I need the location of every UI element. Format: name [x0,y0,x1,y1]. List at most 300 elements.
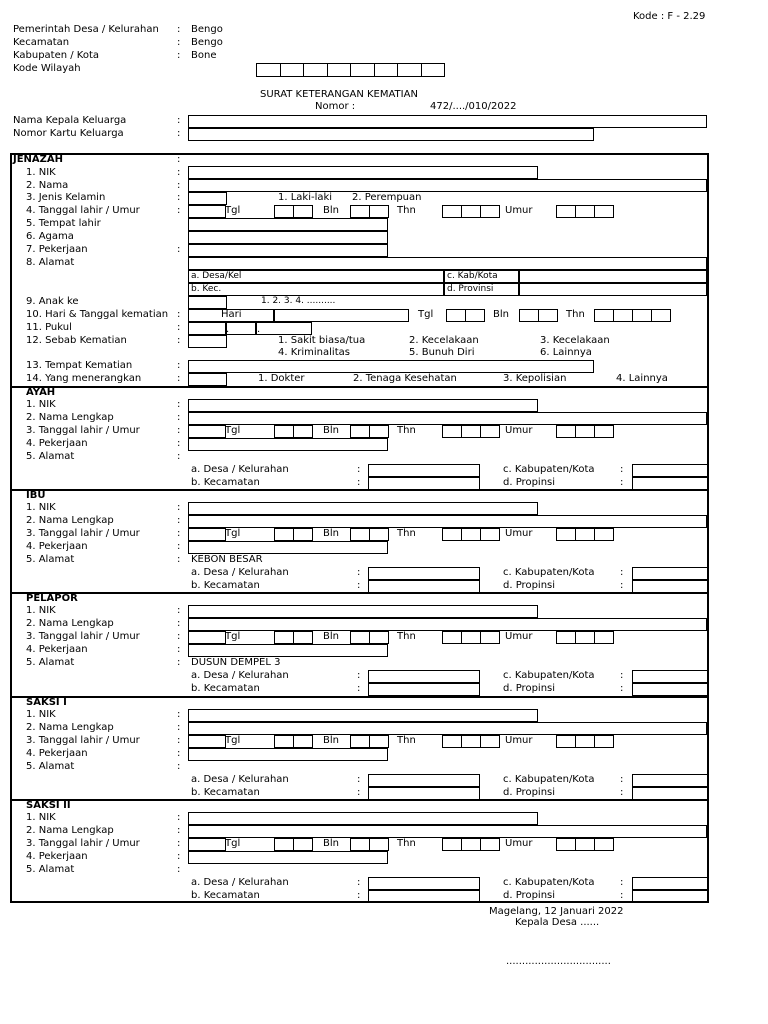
jenazah-umur-cell[interactable] [556,205,576,218]
kode-wilayah-cell[interactable] [280,63,305,77]
desa-value: Bengo [191,24,223,35]
label: Nomor Kartu Keluarga [13,128,124,139]
label: 4. Lainnya [616,373,668,384]
colon: : [177,709,181,720]
colon: : [177,657,181,668]
colon: : [620,877,624,888]
label: b. Kecamatan [191,890,260,901]
colon: : [177,399,181,410]
colon: : [177,425,181,436]
saksi2-umur-cell[interactable] [556,838,576,851]
label: 3. Jenis Kelamin [26,192,106,203]
umur-label: Umur [505,205,533,216]
ayah-umur-cell[interactable] [594,425,614,438]
label: Nama Kepala Keluarga [13,115,127,126]
saksi2-nik-field[interactable] [188,812,538,825]
label: Kabupaten / Kota [13,50,100,61]
umur-label: Umur [505,735,533,746]
label: 5. Bunuh Diri [409,347,475,358]
pelapor-alamat-value: DUSUN DEMPEL 3 [191,657,281,668]
colon: : [177,412,181,423]
nomor-label: Nomor : [315,101,356,112]
section-divider-ayah [10,386,709,388]
colon: : [177,605,181,616]
saksi1-thn-cell[interactable] [461,735,481,748]
saksi2-desa-field[interactable] [368,877,480,890]
kec-value: Bengo [191,37,223,48]
label: 4. Tanggal lahir / Umur [26,205,140,216]
ayah-tgl-cell[interactable] [293,425,313,438]
ayah-bln-cell[interactable] [369,425,389,438]
saksi1-umur-cell[interactable] [556,735,576,748]
saksi1-thn-cell[interactable] [480,735,500,748]
colon: : [177,825,181,836]
label: 2. Kecelakaan [409,335,479,346]
saksi1-umur-cell[interactable] [594,735,614,748]
colon: : [177,644,181,655]
label: 1. NIK [26,502,56,513]
colon: : [177,24,181,35]
label: 4. Pekerjaan [26,851,88,862]
signer-title: Kepala Desa ...... [515,917,600,928]
colon: : [177,554,181,565]
colon: : [620,477,624,488]
label: d. Propinsi [503,787,556,798]
saksi1-tgl-cell[interactable] [274,735,294,748]
saksi2-thn-cell[interactable] [442,838,462,851]
label: 3. Tanggal lahir / Umur [26,631,140,642]
ayah-nik-field[interactable] [188,399,538,412]
jenazah-bln-cell[interactable] [369,205,389,218]
colon: : [177,322,181,333]
section-divider-saksi2 [10,799,709,801]
kematian-thn-cell[interactable] [613,309,633,322]
ibu-nik-field[interactable] [188,502,538,515]
saksi1-kab-field[interactable] [632,774,708,787]
jenazah-thn-cell[interactable] [442,205,462,218]
label: Tgl [418,309,434,320]
saksi1-desa-field[interactable] [368,774,480,787]
label: 2. Nama Lengkap [26,412,114,423]
colon: : [177,761,181,772]
ibu-bln-cell[interactable] [369,528,389,541]
ibu-bln-cell[interactable] [350,528,370,541]
kematian-tgl-cell[interactable] [446,309,466,322]
ibu-alamat-value: KEBON BESAR [191,554,263,565]
jenazah-anak-ke-field[interactable] [188,296,227,309]
ayah-umur-cell[interactable] [575,425,595,438]
tgl-label: Tgl [225,838,241,849]
colon: : [177,335,181,346]
jenazah-menerangkan-field[interactable] [188,373,227,386]
colon: : [177,528,181,539]
kab-value: Bone [191,50,217,61]
colon: : [177,812,181,823]
ayah-kab-field[interactable] [632,464,708,477]
ibu-umur-cell[interactable] [594,528,614,541]
pelapor-desa-field[interactable] [368,670,480,683]
pelapor-kab-field[interactable] [632,670,708,683]
umur-label: Umur [505,631,533,642]
label: c. Kabupaten/Kota [503,670,595,681]
pelapor-tgl-cell[interactable] [274,631,294,644]
ayah-desa-field[interactable] [368,464,480,477]
ibu-desa-field[interactable] [368,567,480,580]
anak-ke-options: 1. 2. 3. 4. .......... [261,296,336,306]
saksi2-tgl-cell[interactable] [274,838,294,851]
saksi2-kec-field[interactable] [368,890,480,903]
kepala-keluarga-field[interactable] [188,115,707,128]
colon: : [620,567,624,578]
label: 1. NIK [26,167,56,178]
label: a. Desa / Kelurahan [191,464,289,475]
jenazah-pekerjaan-field[interactable] [188,244,388,257]
tgl-label: Tgl [225,425,241,436]
pukul-separator: . [226,324,230,335]
colon: : [177,851,181,862]
place-date: Magelang, 12 Januari 2022 [489,906,624,917]
pelapor-bln-cell[interactable] [369,631,389,644]
tgl-label: Tgl [225,631,241,642]
pelapor-thn-cell[interactable] [461,631,481,644]
label: 1. Dokter [258,373,305,384]
saksi1-tgl-lead[interactable] [188,735,226,748]
jenazah-thn-cell[interactable] [461,205,481,218]
saksi2-thn-cell[interactable] [461,838,481,851]
colon: : [177,735,181,746]
colon: : [620,670,624,681]
colon: : [620,774,624,785]
ayah-umur-cell[interactable] [556,425,576,438]
nomor-value: 472/..../010/2022 [430,101,517,112]
label: a. Desa / Kelurahan [191,567,289,578]
jenazah-hari-tgl-extra[interactable] [274,309,409,322]
colon: : [177,167,181,178]
colon: : [357,683,361,694]
kematian-thn-cell[interactable] [651,309,671,322]
colon: : [357,774,361,785]
ibu-tgl-cell[interactable] [274,528,294,541]
ibu-tgl-cell[interactable] [293,528,313,541]
pukul-jam-field[interactable] [188,322,226,335]
jenazah-jk-field[interactable] [188,192,227,205]
bln-label: Bln [323,631,339,642]
ibu-thn-cell[interactable] [461,528,481,541]
label: 7. Pekerjaan [26,244,88,255]
ayah-tgl-cell[interactable] [274,425,294,438]
label: 4. Kriminalitas [278,347,350,358]
label: d. Propinsi [503,477,556,488]
thn-label: Thn [397,205,416,216]
label: c. Kabupaten/Kota [503,774,595,785]
saksi1-umur-cell[interactable] [575,735,595,748]
saksi1-bln-cell[interactable] [369,735,389,748]
ibu-tgl-lead[interactable] [188,528,226,541]
colon: : [177,50,181,61]
ibu-pekerjaan-field[interactable] [188,541,388,554]
kode-wilayah-cell[interactable] [374,63,399,77]
thn-label: Thn [397,838,416,849]
saksi2-kab-field[interactable] [632,877,708,890]
jenazah-umur-cell[interactable] [594,205,614,218]
jenazah-nama-field[interactable] [188,179,707,192]
saksi2-umur-cell[interactable] [594,838,614,851]
ayah-nama-field[interactable] [188,412,707,425]
jenazah-alamat-field[interactable] [188,257,707,270]
label: Kecamatan [13,37,70,48]
jenazah-tgl-cell[interactable] [274,205,294,218]
label: d. Propinsi [503,683,556,694]
saksi1-thn-cell[interactable] [442,735,462,748]
label: 2. Nama Lengkap [26,825,114,836]
label: 3. Tanggal lahir / Umur [26,735,140,746]
label: Kode Wilayah [13,63,81,74]
colon: : [177,631,181,642]
ibu-thn-cell[interactable] [480,528,500,541]
label: 1. NIK [26,399,56,410]
label: 2. Nama Lengkap [26,515,114,526]
kematian-bln-cell[interactable] [519,309,539,322]
jenazah-prov-field[interactable] [519,283,707,296]
label: a. Desa / Kelurahan [191,774,289,785]
colon: : [177,502,181,513]
kematian-bln-cell[interactable] [538,309,558,322]
label: b. Kecamatan [191,477,260,488]
ibu-nama-field[interactable] [188,515,707,528]
pelapor-prov-field[interactable] [632,683,708,696]
pukul-detik-field[interactable] [256,322,312,335]
saksi2-tgl-lead[interactable] [188,838,226,851]
colon: : [177,37,181,48]
kematian-thn-cell[interactable] [632,309,652,322]
label: 5. Alamat [26,451,75,462]
label: 12. Sebab Kematian [26,335,127,346]
colon: : [177,154,181,165]
section-heading-saksi1: SAKSI I [26,697,67,708]
label: 13. Tempat Kematian [26,360,133,371]
label: 5. Alamat [26,864,75,875]
label: 3. Kepolisian [503,373,567,384]
bln-label: Bln [323,205,339,216]
saksi2-nama-field[interactable] [188,825,707,838]
ayah-thn-cell[interactable] [442,425,462,438]
colon: : [357,567,361,578]
label: Thn [566,309,585,320]
kode-wilayah-cell[interactable] [350,63,375,77]
colon: : [177,438,181,449]
kematian-thn-cell[interactable] [594,309,614,322]
colon: : [177,128,181,139]
label: c. Kab/Kota [447,271,498,281]
label: b. Kecamatan [191,580,260,591]
label: 1. NIK [26,605,56,616]
ibu-kab-field[interactable] [632,567,708,580]
bln-label: Bln [323,735,339,746]
label: 3. Kecelakaan [540,335,610,346]
pelapor-bln-cell[interactable] [350,631,370,644]
label: 4. Pekerjaan [26,541,88,552]
label: 1. NIK [26,709,56,720]
saksi2-tgl-cell[interactable] [293,838,313,851]
colon: : [177,541,181,552]
colon: : [620,683,624,694]
section-heading-pelapor: PELAPOR [26,593,78,604]
kode-wilayah-cell[interactable] [303,63,328,77]
section-heading-saksi2: SAKSI II [26,800,71,811]
hari-label: Hari [221,309,242,320]
label: 4. Pekerjaan [26,644,88,655]
colon: : [357,580,361,591]
thn-label: Thn [397,425,416,436]
colon: : [620,890,624,901]
label: 3. Tanggal lahir / Umur [26,838,140,849]
jenazah-tempat-kematian-field[interactable] [188,360,594,373]
label: 4. Pekerjaan [26,748,88,759]
jenazah-nik-field[interactable] [188,166,538,179]
colon: : [357,464,361,475]
label: d. Provinsi [447,284,494,294]
section-divider-ibu [10,489,709,491]
label: c. Kabupaten/Kota [503,464,595,475]
label: 2. Nama [26,180,69,191]
ibu-umur-cell[interactable] [556,528,576,541]
thn-label: Thn [397,528,416,539]
section-heading-ibu: IBU [26,490,46,501]
pelapor-umur-cell[interactable] [594,631,614,644]
ayah-thn-cell[interactable] [480,425,500,438]
colon: : [177,115,181,126]
form-code: Kode : F - 2.29 [633,11,706,22]
ayah-pekerjaan-field[interactable] [188,438,388,451]
section-divider-saksi1 [10,696,709,698]
jenazah-tempat-lahir-field[interactable] [188,218,388,231]
saksi1-nama-field[interactable] [188,722,707,735]
colon: : [357,477,361,488]
thn-label: Thn [397,631,416,642]
ayah-tgl-lead[interactable] [188,425,226,438]
label: 3. Tanggal lahir / Umur [26,425,140,436]
label: b. Kecamatan [191,683,260,694]
label: 1. Sakit biasa/tua [278,335,366,346]
tgl-label: Tgl [225,735,241,746]
section-heading-ayah: AYAH [26,387,56,398]
colon: : [177,838,181,849]
kode-wilayah-cell[interactable] [327,63,352,77]
label: a. Desa / Kelurahan [191,877,289,888]
colon: : [177,618,181,629]
pelapor-umur-cell[interactable] [556,631,576,644]
saksi2-prov-field[interactable] [632,890,708,903]
label: b. Kecamatan [191,787,260,798]
saksi1-bln-cell[interactable] [350,735,370,748]
nomor-kk-field[interactable] [188,128,594,141]
ibu-thn-cell[interactable] [442,528,462,541]
jenazah-umur-cell[interactable] [575,205,595,218]
jenazah-thn-cell[interactable] [480,205,500,218]
saksi2-pekerjaan-field[interactable] [188,851,388,864]
label: 9. Anak ke [26,296,79,307]
saksi1-pekerjaan-field[interactable] [188,748,388,761]
colon: : [620,787,624,798]
label: 1. NIK [26,812,56,823]
pelapor-tgl-cell[interactable] [293,631,313,644]
label: 2. Nama Lengkap [26,618,114,629]
pelapor-umur-cell[interactable] [575,631,595,644]
colon: : [357,787,361,798]
colon: : [177,373,181,384]
jenazah-tgl-lead[interactable] [188,205,226,218]
saksi2-bln-cell[interactable] [350,838,370,851]
pelapor-kec-field[interactable] [368,683,480,696]
label: 11. Pukul [26,322,72,333]
colon: : [620,580,624,591]
pelapor-nama-field[interactable] [188,618,707,631]
ayah-thn-cell[interactable] [461,425,481,438]
pukul-menit-field[interactable] [226,322,256,335]
pelapor-nik-field[interactable] [188,605,538,618]
kode-wilayah-cell[interactable] [256,63,281,77]
saksi2-umur-cell[interactable] [575,838,595,851]
label: 1. Laki-laki [278,192,333,203]
label: 14. Yang menerangkan [26,373,142,384]
label: c. Kabupaten/Kota [503,877,595,888]
pelapor-thn-cell[interactable] [480,631,500,644]
bln-label: Bln [323,838,339,849]
ayah-bln-cell[interactable] [350,425,370,438]
pelapor-pekerjaan-field[interactable] [188,644,388,657]
label: 2. Perempuan [352,192,422,203]
kematian-tgl-cell[interactable] [465,309,485,322]
jenazah-kab-field[interactable] [519,270,707,283]
colon: : [177,864,181,875]
colon: : [620,464,624,475]
label: 10. Hari & Tanggal kematian [26,309,169,320]
saksi1-nik-field[interactable] [188,709,538,722]
jenazah-tgl-cell[interactable] [293,205,313,218]
saksi2-thn-cell[interactable] [480,838,500,851]
label: 8. Alamat [26,257,75,268]
colon: : [177,748,181,759]
pukul-separator: . [257,324,261,335]
label: 6. Lainnya [540,347,592,358]
colon: : [177,192,181,203]
label: 6. Agama [26,231,74,242]
ibu-umur-cell[interactable] [575,528,595,541]
section-divider-pelapor [10,592,709,594]
thn-label: Thn [397,735,416,746]
colon: : [177,515,181,526]
label: c. Kabupaten/Kota [503,567,595,578]
tgl-label: Tgl [225,528,241,539]
kode-wilayah-cell[interactable] [397,63,422,77]
pelapor-tgl-lead[interactable] [188,631,226,644]
kode-wilayah-cell[interactable] [421,63,446,77]
section-heading-jenazah: JENAZAH [13,154,64,165]
label: a. Desa / Kelurahan [191,670,289,681]
pelapor-thn-cell[interactable] [442,631,462,644]
saksi2-bln-cell[interactable] [369,838,389,851]
colon: : [357,670,361,681]
colon: : [177,205,181,216]
jenazah-bln-cell[interactable] [350,205,370,218]
label: 2. Nama Lengkap [26,722,114,733]
saksi1-tgl-cell[interactable] [293,735,313,748]
jenazah-agama-field[interactable] [188,231,388,244]
signature-line: ................................. [506,956,611,967]
label: a. Desa/Kel [191,271,242,281]
jenazah-sebab-field[interactable] [188,335,227,348]
label: d. Propinsi [503,890,556,901]
